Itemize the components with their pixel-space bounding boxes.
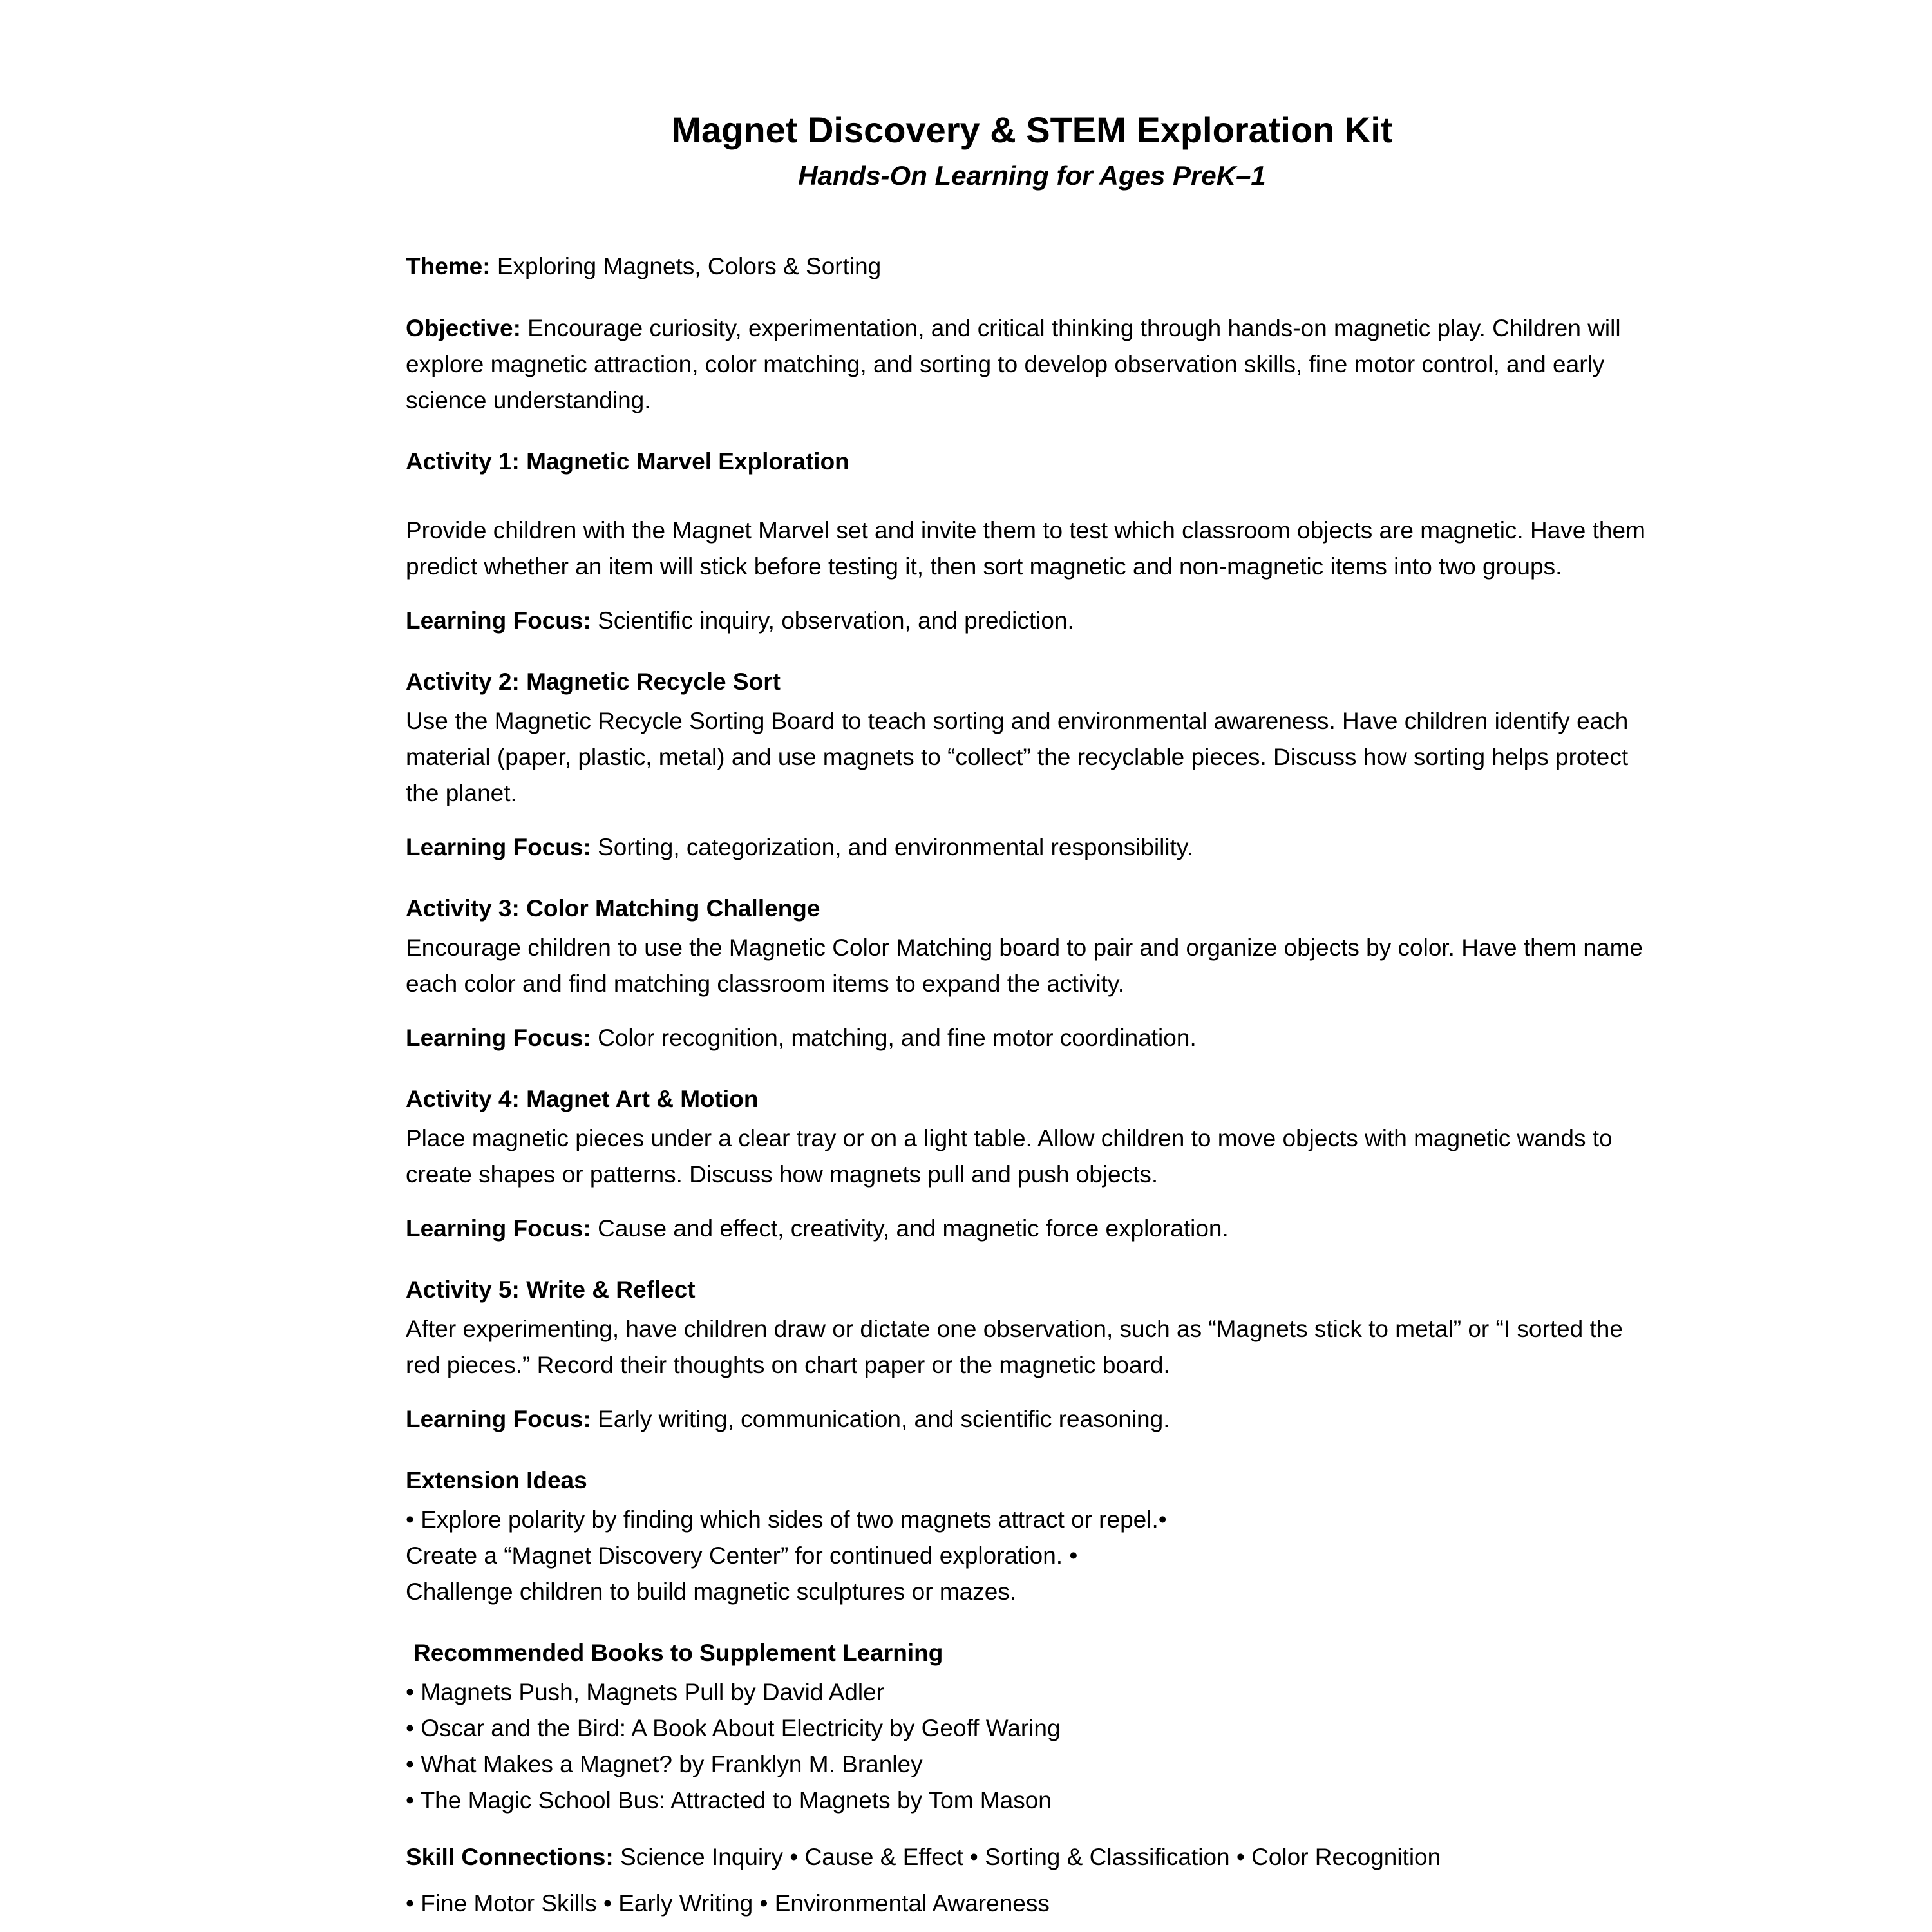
activity-5-learning-focus	[406, 1401, 1658, 1437]
activity-3-heading: Activity 3: Color Matching Challenge	[406, 895, 820, 922]
book-item: • What Makes a Magnet? by Franklyn M. Branley	[406, 1751, 923, 1777]
activity-4-learning-focus	[406, 1211, 1658, 1247]
page-subtitle: Hands-On Learning for Ages PreK–1	[798, 160, 1266, 191]
learning-focus-text: Early writing, communication, and scientific reasoning.	[591, 1406, 1170, 1432]
extension-ideas-list	[406, 1502, 1658, 1610]
activity-5-heading: Activity 5: Write & Reflect	[406, 1276, 696, 1303]
learning-focus-label: Learning Focus:	[406, 607, 591, 634]
book-item: • Oscar and the Bird: A Book About Electricity by Geoff Waring	[406, 1715, 1061, 1741]
learning-focus-text: Cause and effect, creativity, and magnetic force exploration.	[591, 1215, 1229, 1242]
skill-connections-line	[406, 1839, 1658, 1875]
objective-paragraph	[406, 310, 1658, 419]
objective-text: Encourage curiosity, experimentation, and critical thinking through hands-on magnetic play. Children will explore magnetic attraction, color matching, and sorting to develop observation skills, fine motor control, and early science understanding.	[406, 315, 1621, 413]
learning-focus-text: Sorting, categorization, and environmental responsibility.	[591, 834, 1193, 860]
skill-connections-label: Skill Connections:	[406, 1844, 614, 1870]
learning-focus-label: Learning Focus:	[406, 1025, 591, 1051]
extension-idea-line: Create a “Magnet Discovery Center” for continued exploration. •	[406, 1542, 1078, 1569]
recommended-books-heading: Recommended Books to Supplement Learning	[413, 1640, 943, 1666]
activity-1-learning-focus	[406, 603, 1658, 639]
document-content	[406, 109, 1658, 1922]
page-title: Magnet Discovery & STEM Exploration Kit	[671, 109, 1393, 150]
activity-2-body: Use the Magnetic Recycle Sorting Board to teach sorting and environmental awareness. Have children identify each material (paper, plastic, metal) and use magnets to “collect” the recyclable pieces. Discuss how sorting helps protect the planet.	[406, 708, 1629, 806]
activity-1-heading: Activity 1: Magnetic Marvel Exploration	[406, 448, 849, 475]
skill-connections-text: Science Inquiry • Cause & Effect • Sorting & Classification • Color Recognition	[613, 1844, 1441, 1870]
activity-2-learning-focus	[406, 829, 1658, 866]
theme-text: Exploring Magnets, Colors & Sorting	[490, 253, 882, 279]
skill-connections-line-2: • Fine Motor Skills • Early Writing • Environmental Awareness	[406, 1890, 1050, 1917]
activity-2-heading: Activity 2: Magnetic Recycle Sort	[406, 668, 781, 695]
recommended-books-list	[406, 1674, 1658, 1819]
extension-idea-line: • Explore polarity by finding which sides of two magnets attract or repel.•	[406, 1506, 1167, 1533]
book-item: • Magnets Push, Magnets Pull by David Adler	[406, 1679, 885, 1705]
extension-ideas-heading: Extension Ideas	[406, 1467, 587, 1493]
activity-3-learning-focus	[406, 1020, 1658, 1056]
activity-4-heading: Activity 4: Magnet Art & Motion	[406, 1086, 759, 1112]
learning-focus-label: Learning Focus:	[406, 1215, 591, 1242]
activity-3-body: Encourage children to use the Magnetic Color Matching board to pair and organize objects by color. Have them name each color and find matching classroom items to expand the activity.	[406, 934, 1643, 997]
extension-idea-line: Challenge children to build magnetic sculptures or mazes.	[406, 1578, 1017, 1605]
activity-1-body: Provide children with the Magnet Marvel set and invite them to test which classroom objects are magnetic. Have them predict whether an item will stick before testing it, then sort magnetic and non-magnetic items into two groups.	[406, 517, 1645, 580]
theme-line	[406, 249, 1658, 285]
learning-focus-text: Color recognition, matching, and fine motor coordination.	[591, 1025, 1197, 1051]
activity-5-body: After experimenting, have children draw or dictate one observation, such as “Magnets stick to metal” or “I sorted the red pieces.” Record their thoughts on chart paper or the magnetic board.	[406, 1316, 1623, 1378]
book-item: • The Magic School Bus: Attracted to Magnets by Tom Mason	[406, 1787, 1052, 1814]
learning-focus-label: Learning Focus:	[406, 1406, 591, 1432]
activity-4-body: Place magnetic pieces under a clear tray or on a light table. Allow children to move objects with magnetic wands to create shapes or patterns. Discuss how magnets pull and push objects.	[406, 1125, 1613, 1188]
learning-focus-text: Scientific inquiry, observation, and prediction.	[591, 607, 1074, 634]
theme-label: Theme:	[406, 253, 491, 279]
objective-label: Objective:	[406, 315, 521, 341]
learning-focus-label: Learning Focus:	[406, 834, 591, 860]
